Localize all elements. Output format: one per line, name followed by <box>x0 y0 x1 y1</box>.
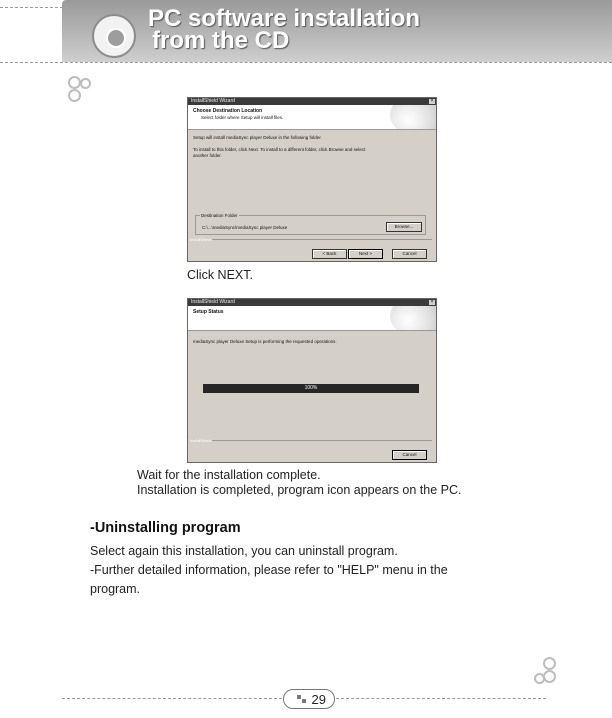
progress-bar <box>203 384 419 393</box>
wizard-graphic-icon <box>390 306 436 331</box>
dialog-text-line: Setup will install mediaSync player Deluxe in the following folder. <box>193 135 322 140</box>
page-marker-icon <box>297 695 301 699</box>
dialog-titlebar <box>188 299 436 306</box>
dialog-separator <box>212 239 432 240</box>
dialog-heading: Setup Status <box>193 309 224 315</box>
paragraph-help: -Further detailed information, please refer to "HELP" menu in the <box>90 563 448 577</box>
close-icon[interactable]: × <box>430 98 434 104</box>
dialog-subheading: Select folder where Setup will install files. <box>201 115 284 120</box>
browse-button[interactable]: Browse... <box>386 222 422 232</box>
page-title <box>148 5 421 54</box>
caption-completed: Installation is completed, program icon appears on the PC. <box>137 483 462 497</box>
caption-click-next: Click NEXT. <box>187 268 253 282</box>
dialog-title: InstallShield Wizard <box>191 299 235 305</box>
section-title-uninstall: -Uninstalling program <box>90 520 241 536</box>
back-button[interactable]: < Back <box>312 249 347 259</box>
installshield-destination-dialog <box>187 97 437 262</box>
dialog-text-line: To install to this folder, click Next. To install to a different folder, click Browse and select <box>193 147 366 152</box>
destination-folder-label: Destination Folder <box>201 213 238 218</box>
footer-dashed-rule <box>336 698 546 699</box>
dialog-header <box>188 306 436 331</box>
cancel-button[interactable]: Cancel <box>392 450 427 460</box>
cancel-button[interactable]: Cancel <box>392 249 427 259</box>
caption-wait: Wait for the installation complete. <box>137 468 321 482</box>
wizard-graphic-icon <box>390 105 436 130</box>
page-number: 29 <box>311 692 326 707</box>
dialog-titlebar <box>188 98 436 105</box>
disc-icon <box>92 14 136 58</box>
paragraph-uninstall: Select again this installation, you can uninstall program. <box>90 544 398 558</box>
page-title-line2: from the CD <box>152 27 290 54</box>
destination-folder-group <box>195 215 426 235</box>
dialog-separator <box>212 440 432 441</box>
footer-dashed-rule <box>62 698 282 699</box>
installshield-brand: InstallShield <box>190 438 212 443</box>
next-button[interactable]: Next > <box>348 249 383 259</box>
destination-folder-path: C:\...\mediaSync\mediaSync player Deluxe <box>202 225 288 230</box>
dialog-heading: Choose Destination Location <box>193 108 263 114</box>
dialog-text-line: another folder. <box>193 153 222 158</box>
status-text: mediaSync player Deluxe Setup is performing the requested operations. <box>193 339 337 344</box>
header-dashed-rule <box>0 62 612 63</box>
progress-label: 100% <box>304 385 318 391</box>
dialog-header <box>188 105 436 130</box>
paragraph-help-cont: program. <box>90 582 141 596</box>
close-icon[interactable]: × <box>430 299 434 305</box>
dialog-title: InstallShield Wizard <box>191 98 235 104</box>
installshield-brand: InstallShield <box>190 237 212 242</box>
installshield-status-dialog <box>187 298 437 463</box>
page-marker-icon <box>302 699 306 703</box>
page-title-line1: PC software installation <box>148 5 421 32</box>
page-number-badge <box>283 689 335 709</box>
